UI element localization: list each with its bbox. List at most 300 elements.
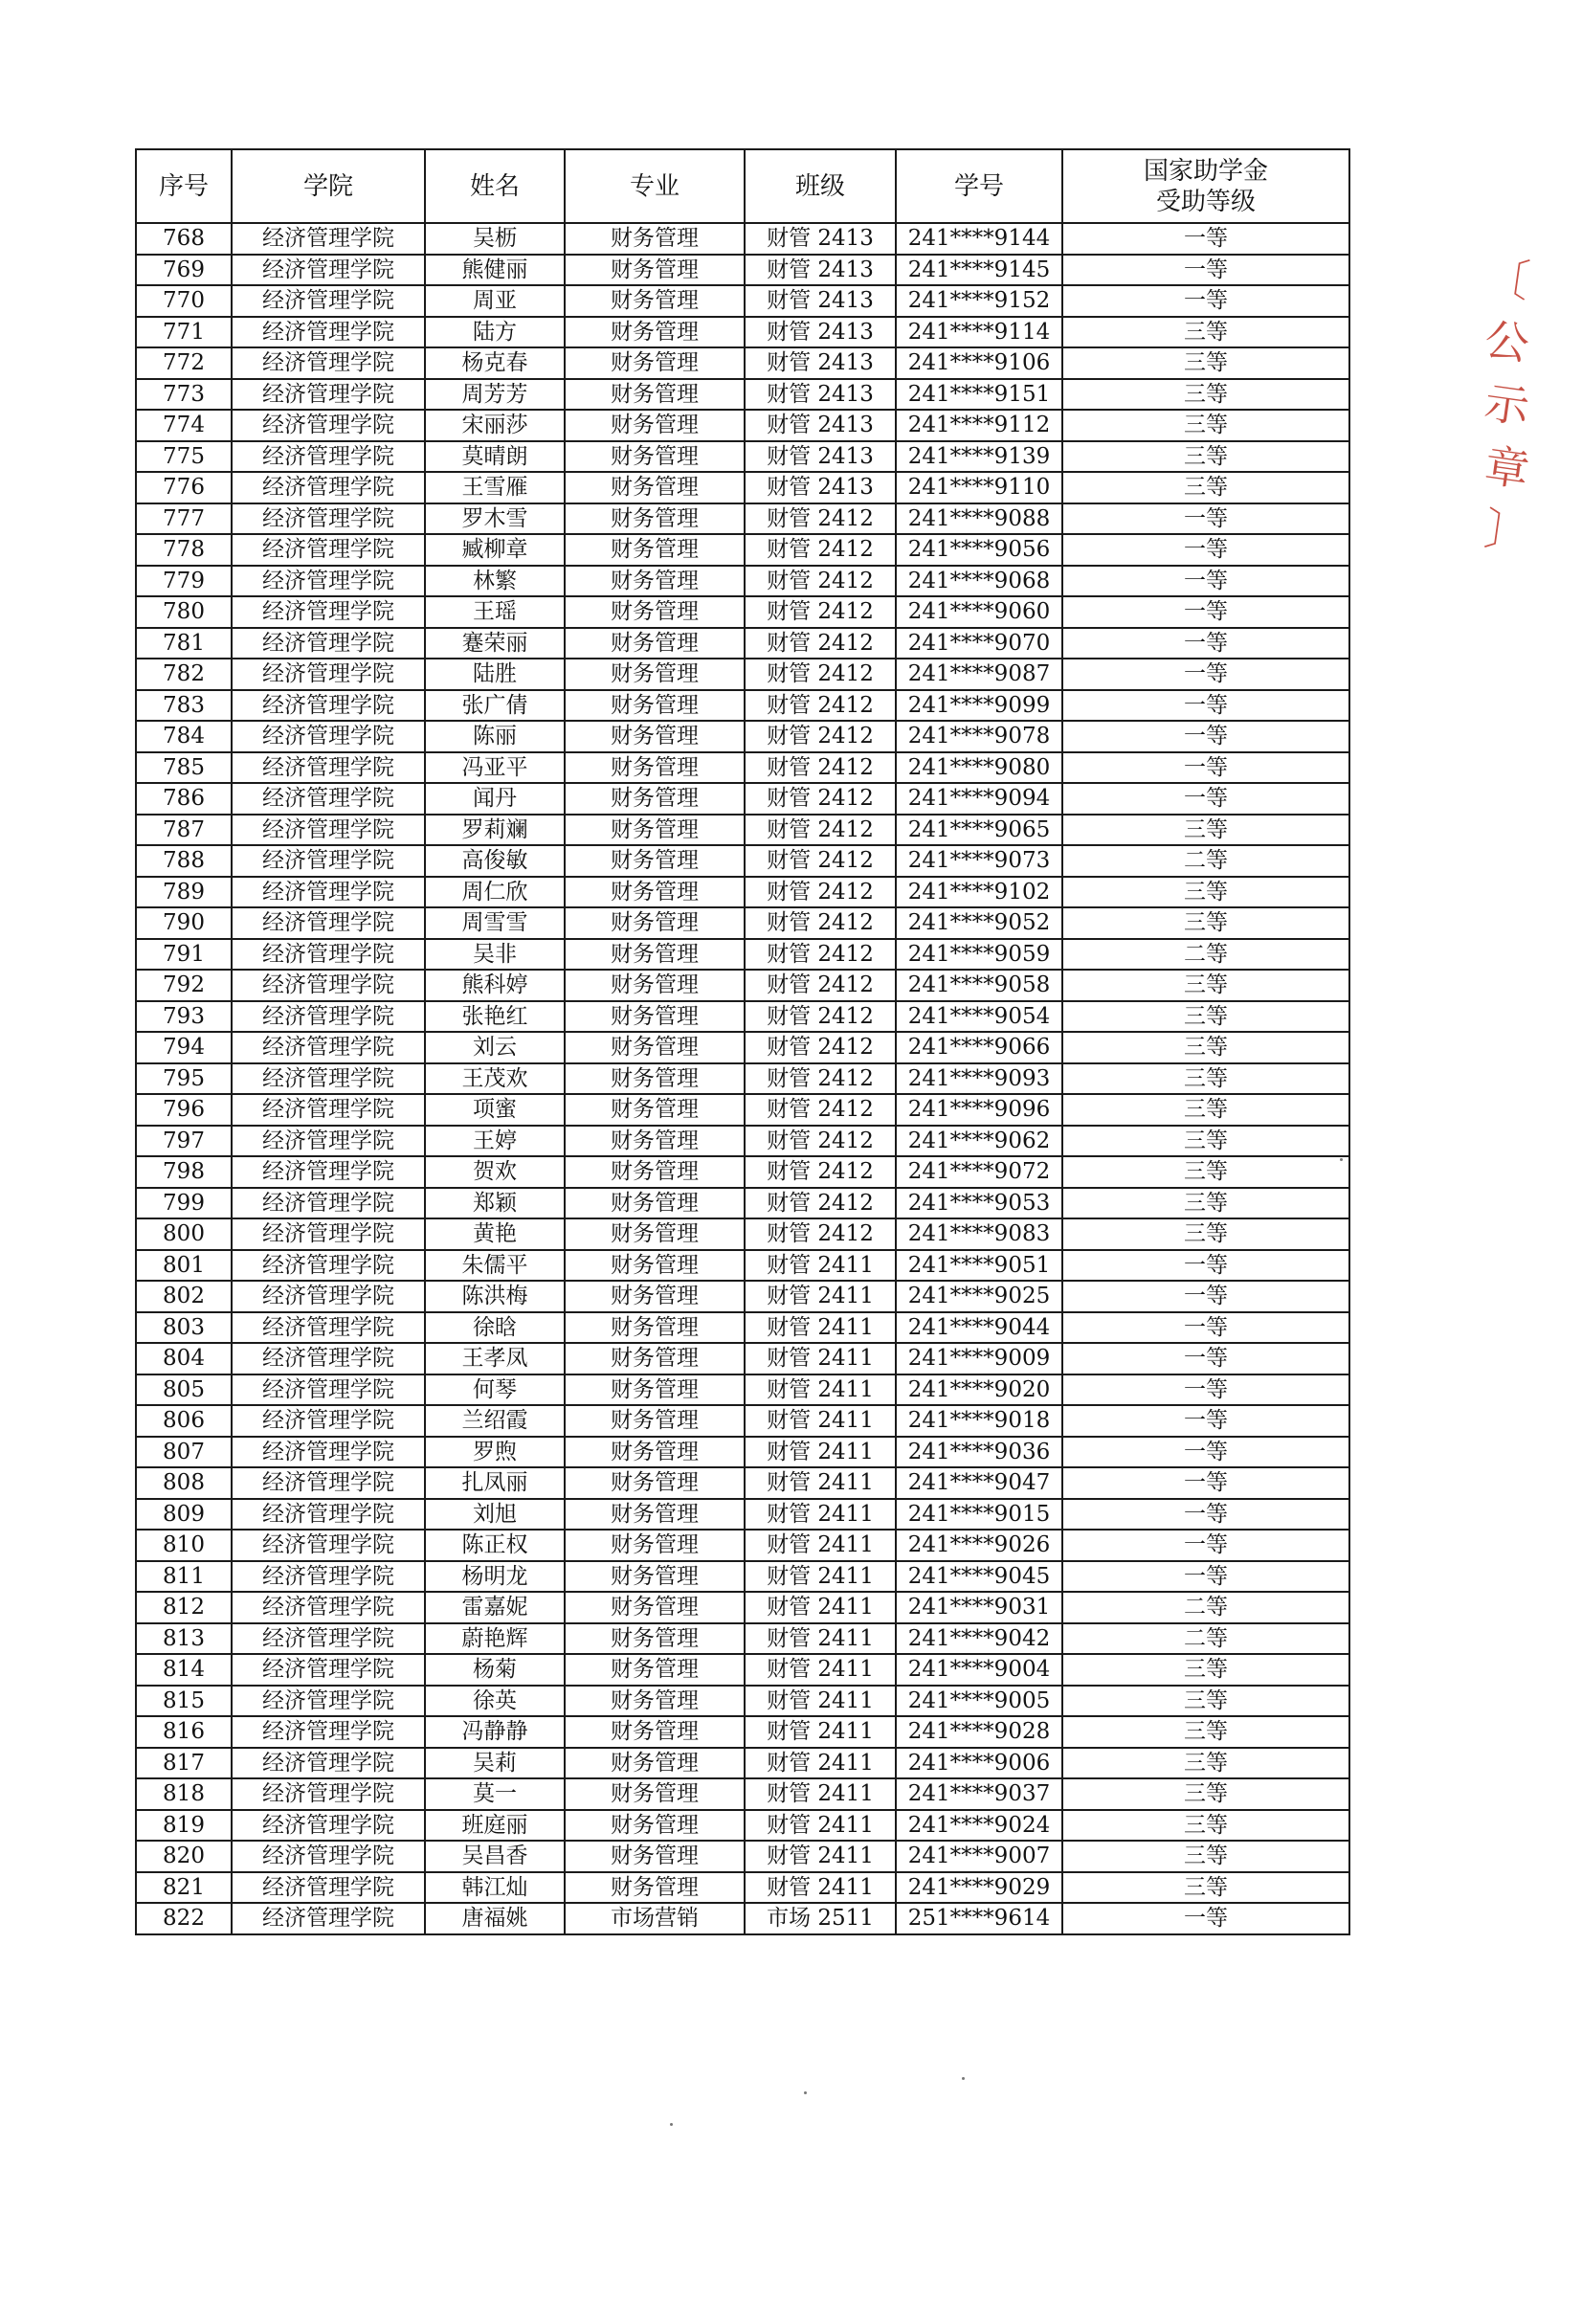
cell-grade: 一等: [1062, 628, 1349, 659]
cell-student-id: 241****9015: [896, 1499, 1062, 1531]
table-row: [136, 907, 1349, 939]
cell-major: 财务管理: [565, 1592, 745, 1623]
cell-major: 财务管理: [565, 659, 745, 690]
cell-class: 财管 2412: [745, 1188, 896, 1219]
cell-major: 财务管理: [565, 815, 745, 846]
table-row: [136, 690, 1349, 722]
cell-grade: 三等: [1062, 1001, 1349, 1033]
table-row: [136, 1778, 1349, 1810]
cell-name: 熊健丽: [425, 255, 565, 286]
cell-class: 财管 2412: [745, 877, 896, 908]
cell-student-id: 241****9028: [896, 1716, 1062, 1748]
cell-major: 财务管理: [565, 1748, 745, 1779]
table-row: [136, 347, 1349, 379]
cell-grade: 三等: [1062, 1841, 1349, 1872]
cell-student-id: 241****9026: [896, 1530, 1062, 1561]
cell-grade: 三等: [1062, 441, 1349, 473]
cell-class: 财管 2413: [745, 285, 896, 317]
cell-seq: 808: [136, 1467, 232, 1499]
cell-major: 财务管理: [565, 783, 745, 815]
cell-name: 高俊敏: [425, 845, 565, 877]
cell-student-id: 241****9036: [896, 1437, 1062, 1468]
cell-seq: 821: [136, 1872, 232, 1904]
cell-major: 财务管理: [565, 255, 745, 286]
cell-class: 财管 2413: [745, 347, 896, 379]
cell-class: 财管 2413: [745, 317, 896, 348]
cell-seq: 782: [136, 659, 232, 690]
cell-grade: 一等: [1062, 659, 1349, 690]
cell-grade: 一等: [1062, 1903, 1349, 1934]
cell-major: 财务管理: [565, 503, 745, 535]
cell-grade: 一等: [1062, 1374, 1349, 1406]
cell-seq: 798: [136, 1156, 232, 1188]
cell-major: 财务管理: [565, 347, 745, 379]
cell-college: 经济管理学院: [232, 1654, 425, 1686]
cell-student-id: 241****9054: [896, 1001, 1062, 1033]
cell-grade: 二等: [1062, 845, 1349, 877]
cell-class: 财管 2411: [745, 1437, 896, 1468]
cell-seq: 771: [136, 317, 232, 348]
cell-class: 财管 2411: [745, 1841, 896, 1872]
cell-college: 经济管理学院: [232, 255, 425, 286]
scan-speck: [962, 2077, 965, 2080]
cell-name: 吴昌香: [425, 1841, 565, 1872]
cell-major: 财务管理: [565, 1156, 745, 1188]
cell-grade: 三等: [1062, 1063, 1349, 1095]
cell-college: 经济管理学院: [232, 1686, 425, 1717]
cell-college: 经济管理学院: [232, 1156, 425, 1188]
cell-major: 财务管理: [565, 721, 745, 752]
header-grant-grade-line2: 受助等级: [1155, 187, 1256, 216]
table-row: [136, 1748, 1349, 1779]
cell-name: 朱儒平: [425, 1250, 565, 1282]
cell-name: 蹇荣丽: [425, 628, 565, 659]
cell-seq: 784: [136, 721, 232, 752]
cell-class: 财管 2412: [745, 596, 896, 628]
cell-major: 财务管理: [565, 1623, 745, 1655]
table-row: [136, 1405, 1349, 1437]
cell-student-id: 241****9139: [896, 441, 1062, 473]
cell-class: 财管 2411: [745, 1499, 896, 1531]
cell-student-id: 241****9078: [896, 721, 1062, 752]
cell-major: 财务管理: [565, 1094, 745, 1126]
cell-major: 财务管理: [565, 596, 745, 628]
scan-speck: [1340, 1158, 1343, 1161]
cell-college: 经济管理学院: [232, 1405, 425, 1437]
header-college: 学院: [232, 149, 425, 223]
table-row: [136, 1218, 1349, 1250]
cell-college: 经济管理学院: [232, 1592, 425, 1623]
seal-mark: 示: [1482, 376, 1533, 434]
cell-college: 经济管理学院: [232, 1841, 425, 1872]
header-grant-grade-line1: 国家助学金: [1143, 156, 1268, 186]
cell-college: 经济管理学院: [232, 379, 425, 411]
cell-college: 经济管理学院: [232, 1374, 425, 1406]
cell-seq: 790: [136, 907, 232, 939]
cell-student-id: 241****9144: [896, 223, 1062, 255]
table-row: [136, 970, 1349, 1001]
cell-student-id: 241****9052: [896, 907, 1062, 939]
cell-student-id: 241****9007: [896, 1841, 1062, 1872]
cell-college: 经济管理学院: [232, 1001, 425, 1033]
cell-grade: 三等: [1062, 347, 1349, 379]
cell-major: 财务管理: [565, 1872, 745, 1904]
cell-name: 郑颖: [425, 1188, 565, 1219]
cell-major: 财务管理: [565, 1437, 745, 1468]
cell-college: 经济管理学院: [232, 1748, 425, 1779]
cell-major: 财务管理: [565, 379, 745, 411]
table-row: [136, 877, 1349, 908]
cell-class: 财管 2412: [745, 752, 896, 784]
cell-grade: 二等: [1062, 1623, 1349, 1655]
cell-grade: 三等: [1062, 1218, 1349, 1250]
cell-name: 臧柳章: [425, 534, 565, 566]
cell-student-id: 241****9042: [896, 1623, 1062, 1655]
table-row: [136, 939, 1349, 971]
cell-class: 财管 2411: [745, 1250, 896, 1282]
cell-student-id: 241****9093: [896, 1063, 1062, 1095]
cell-grade: 一等: [1062, 223, 1349, 255]
table-row: [136, 1561, 1349, 1593]
cell-college: 经济管理学院: [232, 1437, 425, 1468]
cell-seq: 791: [136, 939, 232, 971]
cell-seq: 793: [136, 1001, 232, 1033]
cell-student-id: 241****9106: [896, 347, 1062, 379]
red-seal-stamp: [1469, 244, 1546, 560]
cell-name: 熊科婷: [425, 970, 565, 1001]
cell-college: 经济管理学院: [232, 721, 425, 752]
cell-seq: 796: [136, 1094, 232, 1126]
cell-student-id: 251****9614: [896, 1903, 1062, 1934]
cell-class: 财管 2411: [745, 1778, 896, 1810]
cell-seq: 788: [136, 845, 232, 877]
table-row: [136, 1094, 1349, 1126]
cell-class: 财管 2412: [745, 907, 896, 939]
cell-name: 闻丹: [425, 783, 565, 815]
cell-seq: 768: [136, 223, 232, 255]
table-row: [136, 1841, 1349, 1872]
cell-grade: 三等: [1062, 1810, 1349, 1842]
cell-name: 王孝凤: [425, 1343, 565, 1374]
cell-name: 王雪雁: [425, 472, 565, 503]
cell-college: 经济管理学院: [232, 1312, 425, 1344]
table-row: [136, 255, 1349, 286]
cell-grade: 三等: [1062, 907, 1349, 939]
cell-class: 财管 2412: [745, 1063, 896, 1095]
cell-college: 经济管理学院: [232, 1126, 425, 1157]
cell-class: 财管 2411: [745, 1281, 896, 1312]
table-row: [136, 534, 1349, 566]
cell-grade: 一等: [1062, 503, 1349, 535]
cell-college: 经济管理学院: [232, 1903, 425, 1934]
table-row: [136, 503, 1349, 535]
table-row: [136, 596, 1349, 628]
cell-student-id: 241****9044: [896, 1312, 1062, 1344]
cell-college: 经济管理学院: [232, 1218, 425, 1250]
cell-class: 财管 2412: [745, 659, 896, 690]
cell-student-id: 241****9110: [896, 472, 1062, 503]
cell-seq: 814: [136, 1654, 232, 1686]
cell-class: 财管 2411: [745, 1467, 896, 1499]
cell-major: 财务管理: [565, 845, 745, 877]
cell-major: 财务管理: [565, 1188, 745, 1219]
header-major: 专业: [565, 149, 745, 223]
cell-college: 经济管理学院: [232, 1467, 425, 1499]
table-row: [136, 1250, 1349, 1282]
cell-name: 杨菊: [425, 1654, 565, 1686]
table-row: [136, 1686, 1349, 1717]
cell-name: 冯亚平: [425, 752, 565, 784]
cell-college: 经济管理学院: [232, 534, 425, 566]
cell-seq: 812: [136, 1592, 232, 1623]
cell-name: 宋丽莎: [425, 410, 565, 441]
cell-college: 经济管理学院: [232, 877, 425, 908]
table-row: [136, 1437, 1349, 1468]
cell-grade: 一等: [1062, 1467, 1349, 1499]
cell-name: 王婷: [425, 1126, 565, 1157]
cell-grade: 一等: [1062, 721, 1349, 752]
header-row: [136, 149, 1349, 223]
cell-name: 罗煦: [425, 1437, 565, 1468]
cell-student-id: 241****9114: [896, 317, 1062, 348]
cell-seq: 813: [136, 1623, 232, 1655]
cell-seq: 811: [136, 1561, 232, 1593]
cell-name: 杨克春: [425, 347, 565, 379]
table-row: [136, 845, 1349, 877]
cell-name: 刘云: [425, 1032, 565, 1063]
cell-grade: 一等: [1062, 1312, 1349, 1344]
cell-name: 吴非: [425, 939, 565, 971]
cell-college: 经济管理学院: [232, 1623, 425, 1655]
header-student-id: 学号: [896, 149, 1062, 223]
cell-major: 财务管理: [565, 907, 745, 939]
cell-student-id: 241****9145: [896, 255, 1062, 286]
cell-class: 财管 2412: [745, 1032, 896, 1063]
cell-major: 财务管理: [565, 472, 745, 503]
cell-college: 经济管理学院: [232, 566, 425, 597]
cell-major: 财务管理: [565, 223, 745, 255]
cell-major: 财务管理: [565, 441, 745, 473]
cell-grade: 三等: [1062, 379, 1349, 411]
cell-major: 财务管理: [565, 1778, 745, 1810]
table-row: [136, 1312, 1349, 1344]
cell-major: 财务管理: [565, 1530, 745, 1561]
cell-class: 财管 2411: [745, 1810, 896, 1842]
cell-college: 经济管理学院: [232, 690, 425, 722]
cell-college: 经济管理学院: [232, 752, 425, 784]
cell-student-id: 241****9152: [896, 285, 1062, 317]
cell-grade: 一等: [1062, 1561, 1349, 1593]
cell-grade: 一等: [1062, 1499, 1349, 1531]
cell-grade: 一等: [1062, 566, 1349, 597]
cell-major: 财务管理: [565, 1405, 745, 1437]
cell-grade: 一等: [1062, 1250, 1349, 1282]
cell-college: 经济管理学院: [232, 317, 425, 348]
cell-major: 财务管理: [565, 939, 745, 971]
cell-grade: 一等: [1062, 596, 1349, 628]
cell-class: 财管 2411: [745, 1716, 896, 1748]
cell-class: 财管 2412: [745, 783, 896, 815]
cell-grade: 一等: [1062, 783, 1349, 815]
cell-student-id: 241****9020: [896, 1374, 1062, 1406]
cell-grade: 三等: [1062, 1748, 1349, 1779]
cell-college: 经济管理学院: [232, 1094, 425, 1126]
cell-student-id: 241****9005: [896, 1686, 1062, 1717]
header-seq: 序号: [136, 149, 232, 223]
cell-seq: 795: [136, 1063, 232, 1095]
cell-class: 财管 2412: [745, 970, 896, 1001]
cell-grade: 二等: [1062, 1592, 1349, 1623]
cell-grade: 三等: [1062, 970, 1349, 1001]
cell-seq: 775: [136, 441, 232, 473]
cell-major: 财务管理: [565, 1218, 745, 1250]
cell-name: 王茂欢: [425, 1063, 565, 1095]
cell-name: 蔚艳辉: [425, 1623, 565, 1655]
grant-roster-table: [135, 148, 1350, 1935]
cell-major: 财务管理: [565, 410, 745, 441]
cell-name: 陆胜: [425, 659, 565, 690]
cell-student-id: 241****9080: [896, 752, 1062, 784]
cell-grade: 三等: [1062, 1716, 1349, 1748]
cell-college: 经济管理学院: [232, 907, 425, 939]
cell-name: 王瑶: [425, 596, 565, 628]
cell-class: 财管 2412: [745, 939, 896, 971]
cell-class: 财管 2412: [745, 1001, 896, 1033]
cell-grade: 三等: [1062, 1778, 1349, 1810]
cell-college: 经济管理学院: [232, 1032, 425, 1063]
table-body: [136, 223, 1349, 1934]
cell-class: 财管 2411: [745, 1312, 896, 1344]
cell-seq: 820: [136, 1841, 232, 1872]
cell-student-id: 241****9102: [896, 877, 1062, 908]
cell-name: 周亚: [425, 285, 565, 317]
cell-class: 财管 2411: [745, 1530, 896, 1561]
table-row: [136, 1156, 1349, 1188]
cell-name: 雷嘉妮: [425, 1592, 565, 1623]
cell-seq: 816: [136, 1716, 232, 1748]
cell-class: 财管 2412: [745, 845, 896, 877]
cell-name: 何琴: [425, 1374, 565, 1406]
table-row: [136, 1032, 1349, 1063]
cell-college: 经济管理学院: [232, 815, 425, 846]
cell-grade: 一等: [1062, 752, 1349, 784]
table-row: [136, 1716, 1349, 1748]
cell-grade: 三等: [1062, 1686, 1349, 1717]
cell-class: 财管 2411: [745, 1654, 896, 1686]
cell-major: 财务管理: [565, 1343, 745, 1374]
cell-class: 财管 2413: [745, 379, 896, 411]
table-row: [136, 1126, 1349, 1157]
cell-seq: 778: [136, 534, 232, 566]
cell-major: 财务管理: [565, 1126, 745, 1157]
cell-seq: 819: [136, 1810, 232, 1842]
cell-seq: 773: [136, 379, 232, 411]
cell-major: 财务管理: [565, 1250, 745, 1282]
cell-class: 财管 2411: [745, 1405, 896, 1437]
seal-mark: 公: [1482, 313, 1533, 370]
cell-seq: 780: [136, 596, 232, 628]
table-row: [136, 1188, 1349, 1219]
cell-college: 经济管理学院: [232, 596, 425, 628]
table-row: [136, 1499, 1349, 1531]
table-row: [136, 721, 1349, 752]
table-row: [136, 1281, 1349, 1312]
cell-seq: 789: [136, 877, 232, 908]
cell-seq: 772: [136, 347, 232, 379]
cell-seq: 785: [136, 752, 232, 784]
cell-name: 黄艳: [425, 1218, 565, 1250]
cell-college: 经济管理学院: [232, 1499, 425, 1531]
cell-grade: 三等: [1062, 472, 1349, 503]
cell-seq: 779: [136, 566, 232, 597]
cell-grade: 一等: [1062, 534, 1349, 566]
table-row: [136, 628, 1349, 659]
cell-student-id: 241****9060: [896, 596, 1062, 628]
cell-seq: 770: [136, 285, 232, 317]
cell-seq: 822: [136, 1903, 232, 1934]
cell-grade: 一等: [1062, 690, 1349, 722]
cell-name: 兰绍霞: [425, 1405, 565, 1437]
cell-seq: 815: [136, 1686, 232, 1717]
cell-grade: 二等: [1062, 939, 1349, 971]
table-row: [136, 1530, 1349, 1561]
cell-name: 林繁: [425, 566, 565, 597]
cell-college: 经济管理学院: [232, 1343, 425, 1374]
table-row: [136, 1001, 1349, 1033]
cell-college: 经济管理学院: [232, 970, 425, 1001]
cell-name: 扎凤丽: [425, 1467, 565, 1499]
cell-seq: 786: [136, 783, 232, 815]
cell-seq: 807: [136, 1437, 232, 1468]
cell-college: 经济管理学院: [232, 410, 425, 441]
cell-college: 经济管理学院: [232, 1778, 425, 1810]
cell-class: 财管 2412: [745, 534, 896, 566]
cell-student-id: 241****9006: [896, 1748, 1062, 1779]
cell-seq: 817: [136, 1748, 232, 1779]
cell-grade: 三等: [1062, 317, 1349, 348]
cell-college: 经济管理学院: [232, 628, 425, 659]
cell-student-id: 241****9072: [896, 1156, 1062, 1188]
cell-grade: 一等: [1062, 1405, 1349, 1437]
cell-major: 财务管理: [565, 1374, 745, 1406]
cell-seq: 787: [136, 815, 232, 846]
cell-college: 经济管理学院: [232, 1716, 425, 1748]
cell-grade: 三等: [1062, 1188, 1349, 1219]
cell-class: 财管 2412: [745, 503, 896, 535]
table-row: [136, 472, 1349, 503]
cell-class: 财管 2411: [745, 1374, 896, 1406]
cell-seq: 774: [136, 410, 232, 441]
table-row: [136, 1810, 1349, 1842]
cell-student-id: 241****9047: [896, 1467, 1062, 1499]
cell-class: 财管 2412: [745, 815, 896, 846]
cell-name: 杨明龙: [425, 1561, 565, 1593]
cell-name: 贺欢: [425, 1156, 565, 1188]
scan-speck: [670, 2123, 673, 2126]
table-header: [136, 149, 1349, 223]
cell-major: 财务管理: [565, 1841, 745, 1872]
cell-college: 经济管理学院: [232, 223, 425, 255]
cell-student-id: 241****9094: [896, 783, 1062, 815]
cell-student-id: 241****9099: [896, 690, 1062, 722]
cell-seq: 800: [136, 1218, 232, 1250]
cell-seq: 777: [136, 503, 232, 535]
cell-grade: 一等: [1062, 285, 1349, 317]
cell-class: 财管 2411: [745, 1623, 896, 1655]
cell-grade: 三等: [1062, 1032, 1349, 1063]
cell-class: 财管 2412: [745, 690, 896, 722]
table-row: [136, 1872, 1349, 1904]
